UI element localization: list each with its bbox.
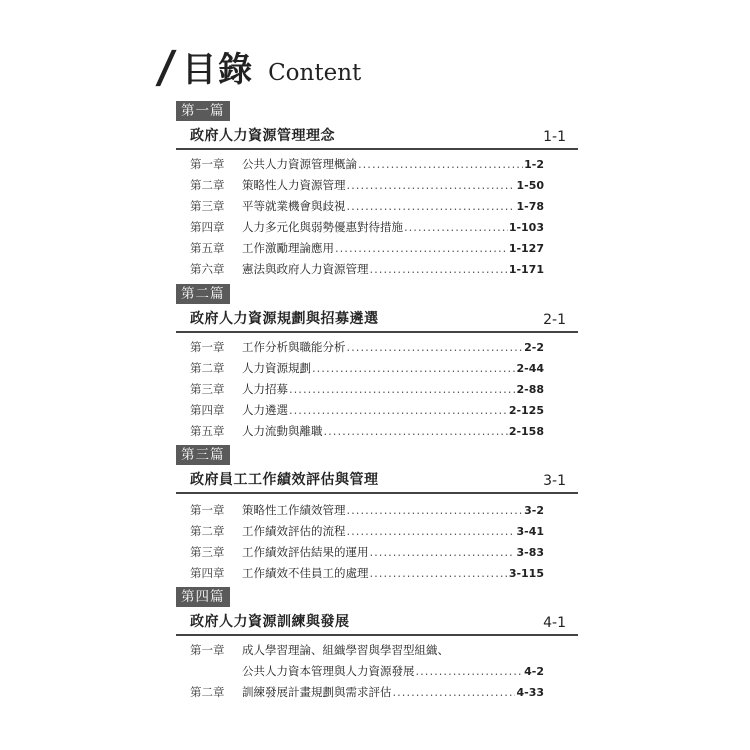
chapter-number: 第二章	[190, 178, 225, 192]
dot-leader	[347, 521, 516, 542]
chapter-page: 2-44	[516, 362, 544, 375]
chapter-title: 工作分析與職能分析	[242, 340, 346, 354]
part-heading[interactable]	[176, 465, 578, 494]
chapter-title: 人力流動與離職	[242, 424, 323, 438]
chapter-row[interactable]	[176, 640, 578, 682]
chapter-title: 工作績效評估的流程	[242, 524, 346, 538]
chapter-number: 第一章	[190, 157, 225, 171]
part-title: 政府人力資源訓練與發展	[190, 614, 350, 630]
chapter-page: 3-41	[516, 525, 544, 538]
chapter-number: 第一章	[190, 503, 225, 517]
chapter-row[interactable]	[176, 217, 578, 238]
chapter-row[interactable]	[176, 500, 578, 521]
chapter-page: 2-2	[524, 341, 544, 354]
dot-leader	[312, 358, 515, 379]
chapter-page: 2-88	[516, 383, 544, 396]
dot-leader	[404, 217, 508, 238]
dot-leader	[370, 259, 508, 280]
part-heading[interactable]	[176, 607, 578, 636]
dot-leader	[416, 661, 524, 682]
toc-header	[154, 40, 362, 93]
chapter-title: 工作激勵理論應用	[242, 241, 334, 255]
chapter-page: 4-33	[516, 686, 544, 699]
chapter-number: 第一章	[190, 643, 225, 657]
chapter-number: 第三章	[190, 382, 225, 396]
chapter-number: 第四章	[190, 403, 225, 417]
chapter-row[interactable]	[176, 259, 578, 280]
part-1	[176, 100, 578, 280]
part-4	[176, 586, 578, 703]
chapter-title: 訓練發展計畫規劃與需求評估	[242, 685, 392, 699]
chapter-page: 2-158	[508, 425, 544, 438]
dot-leader	[347, 196, 516, 217]
chapter-row[interactable]	[176, 175, 578, 196]
dot-leader	[335, 238, 508, 259]
chapter-number: 第二章	[190, 685, 225, 699]
chapter-row[interactable]	[176, 542, 578, 563]
part-3	[176, 444, 578, 584]
chapter-row[interactable]	[176, 521, 578, 542]
chapter-title: 策略性工作績效管理	[242, 503, 346, 517]
chapter-page: 4-2	[524, 665, 544, 678]
page-title: 目錄	[182, 50, 255, 90]
chapter-number: 第四章	[190, 220, 225, 234]
chapter-title: 公共人力資本管理與人力資源發展	[242, 664, 415, 678]
dot-leader	[393, 682, 516, 703]
chapter-row[interactable]	[176, 358, 578, 379]
dot-leader	[347, 500, 524, 521]
dot-leader	[324, 421, 508, 442]
dot-leader	[289, 379, 515, 400]
chapter-row[interactable]	[176, 563, 578, 584]
chapter-row[interactable]	[176, 337, 578, 358]
part-badge: 第三篇	[176, 445, 230, 465]
chapter-title: 人力多元化與弱勢優惠對待措施	[242, 220, 403, 234]
part-badge: 第二篇	[176, 284, 230, 304]
chapter-title: 策略性人力資源管理	[242, 178, 346, 192]
part-page: 2-1	[543, 312, 566, 328]
part-heading[interactable]	[176, 121, 578, 150]
part-page: 1-1	[543, 129, 566, 145]
header-slash: /	[154, 42, 178, 93]
dot-leader	[370, 542, 516, 563]
part-title: 政府員工工作績效評估與管理	[190, 472, 379, 488]
chapter-row[interactable]	[176, 154, 578, 175]
part-title: 政府人力資源規劃與招募遴選	[190, 311, 379, 327]
chapter-page: 1-2	[524, 158, 544, 171]
chapter-row[interactable]	[176, 238, 578, 259]
chapter-number: 第六章	[190, 262, 225, 276]
dot-leader	[347, 337, 524, 358]
part-heading[interactable]	[176, 304, 578, 333]
part-title: 政府人力資源管理理念	[190, 128, 335, 144]
chapter-page: 1-50	[516, 179, 544, 192]
chapter-page: 1-127	[508, 242, 544, 255]
part-2	[176, 283, 578, 442]
chapter-row[interactable]	[176, 400, 578, 421]
chapter-title: 平等就業機會與歧視	[242, 199, 346, 213]
chapter-title-line1: 成人學習理論、組織學習與學習型組織、	[242, 643, 449, 657]
chapter-title: 工作績效評估結果的運用	[242, 545, 369, 559]
chapter-number: 第三章	[190, 545, 225, 559]
chapter-number: 第三章	[190, 199, 225, 213]
chapter-number: 第二章	[190, 524, 225, 538]
chapter-page: 1-103	[508, 221, 544, 234]
chapter-title: 人力遴選	[242, 403, 288, 417]
chapter-title: 工作績效不佳員工的處理	[242, 566, 369, 580]
chapter-page: 2-125	[508, 404, 544, 417]
chapter-row[interactable]	[176, 421, 578, 442]
chapter-title: 憲法與政府人力資源管理	[242, 262, 369, 276]
chapter-number: 第四章	[190, 566, 225, 580]
chapter-row[interactable]	[176, 379, 578, 400]
chapter-row[interactable]	[176, 196, 578, 217]
dot-leader	[370, 563, 508, 584]
part-page: 3-1	[543, 473, 566, 489]
dot-leader	[289, 400, 508, 421]
chapter-title: 公共人力資源管理概論	[242, 157, 357, 171]
chapter-number: 第二章	[190, 361, 225, 375]
chapter-page: 1-78	[516, 200, 544, 213]
chapter-title: 人力資源規劃	[242, 361, 311, 375]
chapter-number: 第一章	[190, 340, 225, 354]
part-page: 4-1	[543, 615, 566, 631]
dot-leader	[358, 154, 523, 175]
dot-leader	[347, 175, 516, 196]
chapter-page: 3-2	[524, 504, 544, 517]
chapter-page: 3-115	[508, 567, 544, 580]
chapter-page: 3-83	[516, 546, 544, 559]
chapter-number: 第五章	[190, 241, 225, 255]
chapter-number: 第五章	[190, 424, 225, 438]
page-subtitle: Content	[268, 60, 362, 86]
chapter-page: 1-171	[508, 263, 544, 276]
part-badge: 第四篇	[176, 587, 230, 607]
part-badge: 第一篇	[176, 101, 230, 121]
chapter-title: 人力招募	[242, 382, 288, 396]
chapter-row[interactable]	[176, 682, 578, 703]
